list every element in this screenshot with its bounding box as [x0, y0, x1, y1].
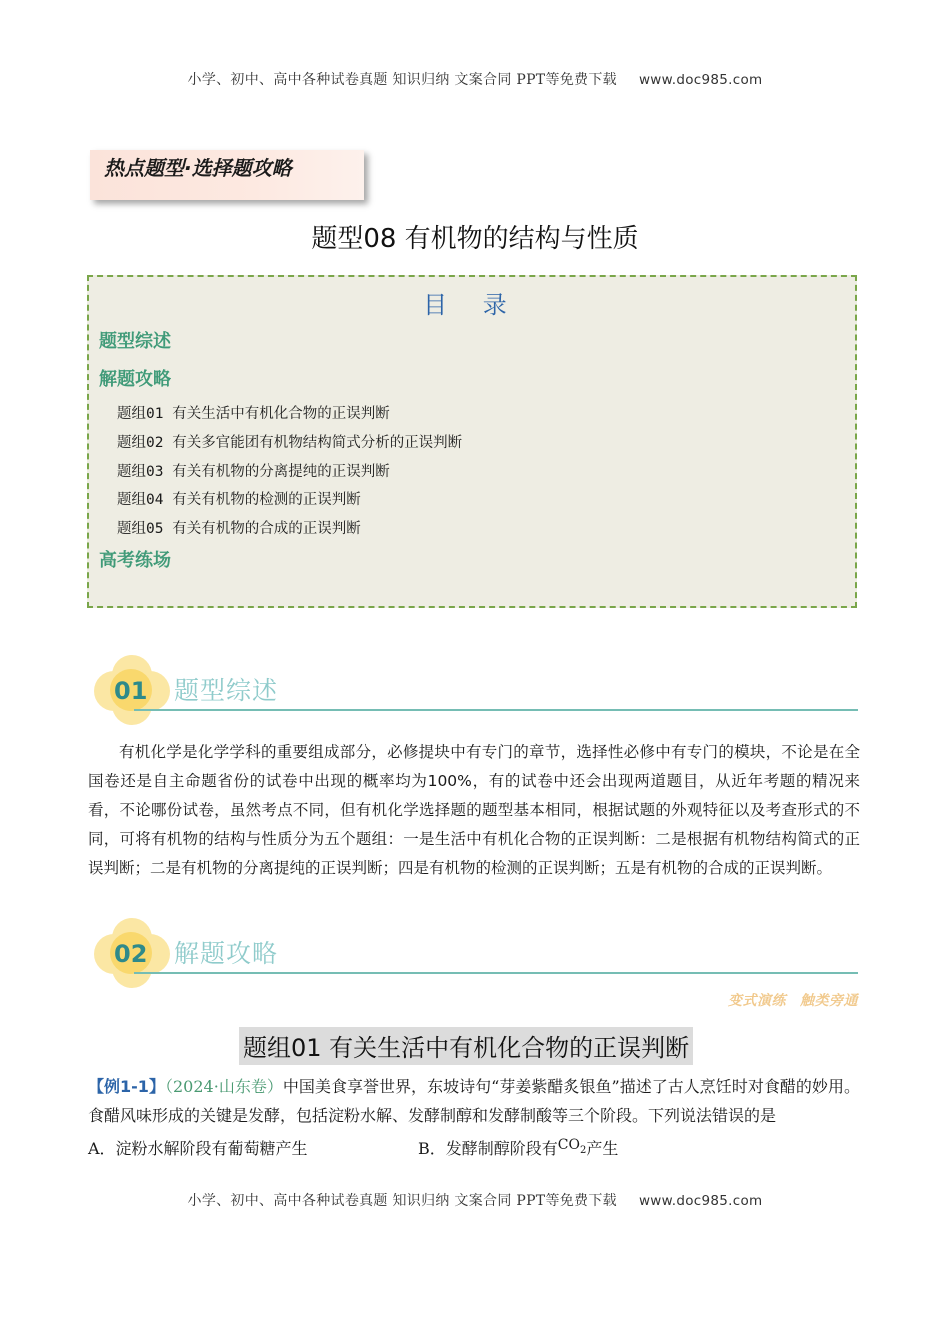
co2-symbol: CO	[557, 1137, 580, 1153]
toc-item-group-05[interactable]: 题组05 有关有机物的合成的正误判断	[117, 521, 361, 537]
table-of-contents	[87, 275, 857, 608]
section-number: 02	[114, 940, 148, 968]
section-heading-overview	[90, 655, 860, 725]
toc-section-strategy[interactable]: 解题攻略	[99, 369, 171, 390]
toc-heading: 目 录	[423, 291, 521, 319]
toc-item-group-03[interactable]: 题组03 有关有机物的分离提纯的正误判断	[117, 464, 390, 480]
document-title: 题型08 有机物的结构与性质	[311, 224, 639, 254]
page-footer	[0, 1190, 950, 1210]
toc-item-group-04[interactable]: 题组04 有关有机物的检测的正误判断	[117, 492, 361, 508]
topic-banner	[90, 150, 364, 200]
option-b-prefix: B．发酵制醇阶段有	[418, 1139, 558, 1158]
tag-analogy: 触类旁通	[800, 993, 858, 1009]
header-text: 小学、初中、高中各种试卷真题 知识归纳 文案合同 PPT等免费下载	[187, 72, 617, 88]
section-title: 题型综述	[174, 676, 279, 705]
toc-section-overview[interactable]: 题型综述	[99, 331, 171, 352]
example-label: 【例1-1】	[88, 1077, 165, 1096]
toc-item-group-02[interactable]: 题组02 有关多官能团有机物结构简式分析的正误判断	[117, 435, 463, 451]
co2-formula	[557, 1137, 587, 1156]
group-title: 题组01 有关生活中有机化合物的正误判断	[239, 1027, 693, 1065]
toc-section-practice[interactable]: 高考练场	[99, 550, 171, 571]
example-source: （2024·山东卷）	[164, 1077, 283, 1096]
example-stem: 中国美食享誉世界，东坡诗句“芽姜紫醋炙银鱼”描述了古人烹饪时对食醋的妙用。食醋风味形成的关键是发酵，包括淀粉水解、发酵制醇和发酵制酸等三个阶段。下列说法错误的是	[88, 1077, 860, 1125]
option-b-suffix: 产生	[586, 1139, 619, 1158]
section-number: 01	[114, 677, 148, 705]
overview-paragraph: 有机化学是化学学科的重要组成部分，必修提块中有专门的章节，选择性必修中有专门的模块，不论是在全国卷还是自主命题省份的试卷中出现的概率均为100%，有的试卷中还会出现两道题目，从近年考题的精况来看，不论哪份试卷，虽然考点不同，但有机化学选择题的题型基本相同，根据试题的外观特征以及考查形式的不同，可将有机物的结构与性质分为五个题组：一是生活中有机化合物的正误判断：二是根据有机物结构简式的正误判断；二是有机物的分离提纯的正误判断；四是有机物的检测的正误判断；五是有机物的合成的正误判断。	[88, 743, 860, 877]
section-title: 解题攻略	[174, 939, 279, 968]
option-a: A．淀粉水解阶段有葡萄糖产生	[88, 1139, 308, 1158]
footer-url-link[interactable]: www.doc985.com	[638, 1193, 763, 1209]
section-heading-strategy	[90, 918, 860, 988]
footer-text: 小学、初中、高中各种试卷真题 知识归纳 文案合同 PPT等免费下载	[187, 1193, 617, 1209]
co2-subscript: 2	[579, 1144, 587, 1156]
practice-tag	[728, 990, 858, 1010]
example-question	[88, 1072, 860, 1130]
toc-item-group-01[interactable]: 题组01 有关生活中有机化合物的正误判断	[117, 406, 390, 422]
section-divider	[134, 709, 858, 711]
header-url-link[interactable]: www.doc985.com	[638, 72, 763, 88]
page-header	[0, 69, 950, 89]
section-divider	[134, 972, 858, 974]
option-b	[418, 1136, 618, 1161]
banner-text: 热点题型·选择题攻略	[104, 156, 292, 180]
tag-variant-practice: 变式演练	[728, 993, 786, 1009]
